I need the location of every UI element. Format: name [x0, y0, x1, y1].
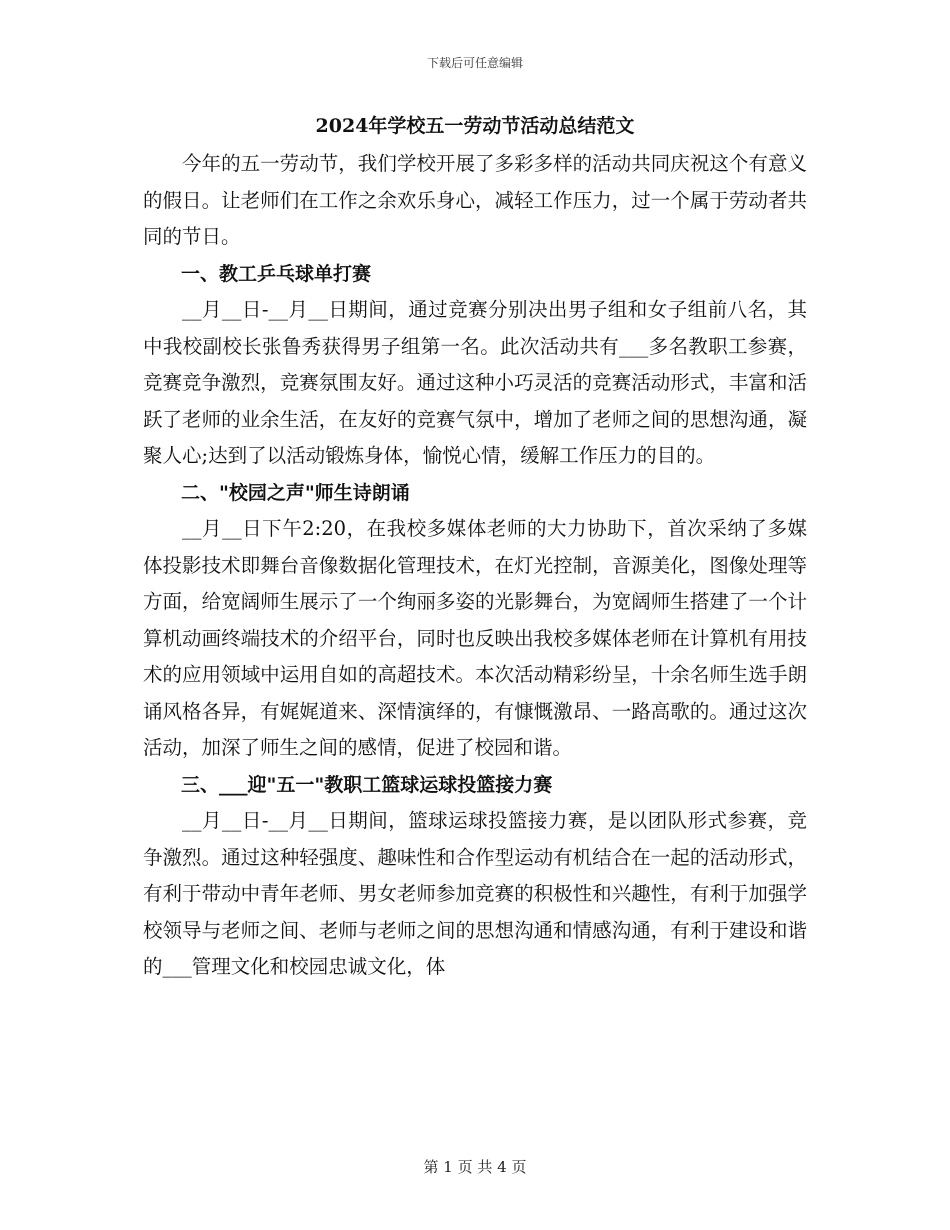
- document-title: 2024年学校五一劳动节活动总结范文: [315, 115, 635, 137]
- section-heading-1: 一、教工乒乓球单打赛: [181, 262, 372, 285]
- intro-paragraph: 今年的五一劳动节，我们学校开展了多彩多样的活动共同庆祝这个有意义的假日。让老师们在工作之余欢乐身心，减轻工作压力，过一个属于劳动者共同的节日。: [143, 152, 807, 248]
- section-heading-3: 三、___迎"五一"教职工篮球运球投篮接力赛: [181, 773, 553, 796]
- section-heading-2: 二、"校园之声"师生诗朗诵: [181, 481, 410, 504]
- section-body-3: __月__日-__月__日期间，篮球运球投篮接力赛，是以团队形式参赛，竞争激烈。通过这种轻强度、趣味性和合作型运动有机结合在一起的活动形式，有利于带动中青年老师、男女老师参加竞赛的积极性和兴趣性，有利于加强学校领导与老师之间、老师与老师之间的思想沟通和情感沟通，有利于建设和谐的___管理文化和校园忠诚文化，体: [143, 809, 807, 978]
- section-body-1: __月__日-__月__日期间，通过竞赛分别决出男子组和女子组前八名，其中我校副校长张鲁秀获得男子组第一名。此次活动共有___多名教职工参赛，竞赛竞争激烈，竞赛氛围友好。通过这种小巧灵活的竞赛活动形式，丰富和活跃了老师的业余生活，在友好的竞赛气氛中，增加了老师之间的思想沟通，凝聚人心;达到了以活动锻炼身体，愉悦心情，缓解工作压力的目的。: [143, 298, 807, 467]
- header-note: 下载后可任意编辑: [426, 56, 523, 70]
- section-body-2: __月__日下午2:20，在我校多媒体老师的大力协助下，首次采纳了多媒体投影技术即舞台音像数据化管理技术，在灯光控制，音源美化，图像处理等方面，给宽阔师生展示了一个绚丽多姿的光影舞台，为宽阔师生搭建了一个计算机动画终端技术的介绍平台，同时也反映出我校多媒体老师在计算机有用技术的应用领域中运用自如的高超技术。本次活动精彩纷呈，十余名师生选手朗诵风格各异，有娓娓道来、深情演绎的，有慷慨激昂、一路高歌的。通过这次活动，加深了师生之间的感情，促进了校园和谐。: [143, 517, 807, 759]
- document-body: [143, 112, 807, 986]
- page-number: 第 1 页 共 4 页: [423, 1158, 527, 1176]
